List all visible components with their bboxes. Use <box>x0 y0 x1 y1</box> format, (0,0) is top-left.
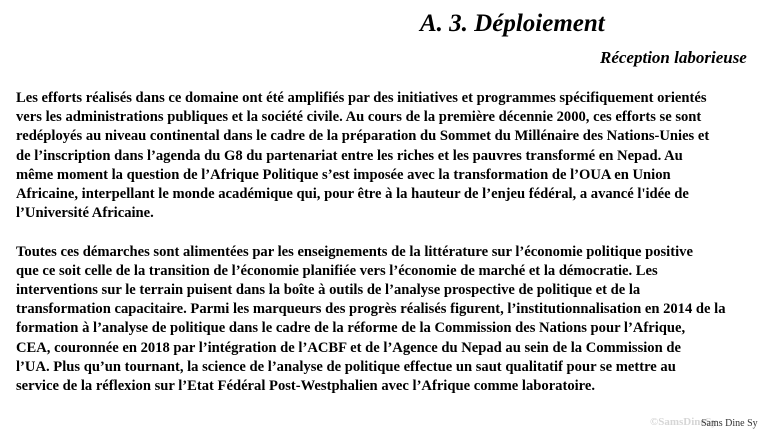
text-line: service de la réflexion sur l’Etat Fédéral Post-Westphalien avec l’Afrique comme laboratoire. <box>16 378 596 395</box>
text-line: Toutes ces démarches sont alimentées par les enseignements de la littérature sur l’économie politique positive <box>16 243 693 260</box>
slide-title: A. 3. Déploiement <box>420 10 605 37</box>
paragraph-2 <box>16 243 768 397</box>
footer-author: Sams Dine Sy <box>701 418 758 429</box>
text-line: interventions sur le terrain puisent dans la boîte à outils de l’analyse prospective de politique et de la <box>16 282 641 299</box>
text-line: que ce soit celle de la transition de l’économie planifiée vers l’économie de marché et la démocratie. Les <box>16 262 658 279</box>
text-line: formation à l’analyse de politique dans le cadre de la réforme de la Commission des Nations pour l’Afrique, <box>16 320 686 337</box>
text-line: redéployés au niveau continental dans le cadre de la préparation du Sommet du Millénaire des Nations-Unies et <box>16 128 710 145</box>
slide-subtitle: Réception laborieuse <box>600 48 747 67</box>
paragraph-1 <box>16 89 768 223</box>
text-line: vers les administrations publiques et la société civile. Au cours de la première décennie 2000, ces efforts se sont <box>16 109 702 126</box>
text-line: l’Université Africaine. <box>16 205 154 222</box>
body-text <box>16 89 768 396</box>
text-line: même moment la question de l’Afrique Politique s’est imposée avec la transformation de l’OUA en Union <box>16 166 671 183</box>
text-line: CEA, couronnée en 2018 par l’intégration de l’ACBF et de l’Agence du Nepad au sein de la Commission de <box>16 339 681 356</box>
text-line: de l’inscription dans l’agenda du G8 du partenariat entre les riches et les pauvres transformé en Nepad. Au <box>16 147 683 164</box>
text-line: Les efforts réalisés dans ce domaine ont été amplifiés par des initiatives et programmes spécifiquement orientés <box>16 90 707 106</box>
text-line: l’UA. Plus qu’un tournant, la science de l’analyse de politique effectue un saut qualitatif pour se mettre au <box>16 358 676 375</box>
text-line: transformation capacitaire. Parmi les marqueurs des progrès réalisés figurent, l’institutionnalisation en 2014 de la <box>16 301 726 318</box>
paragraph-spacer <box>16 223 768 242</box>
text-line: Africaine, interpellant le monde académique qui, pour être à la hauteur de l’enjeu fédéral, a avancé l'idée de <box>16 186 689 203</box>
watermark: ©SamsDineSy <box>650 416 717 428</box>
